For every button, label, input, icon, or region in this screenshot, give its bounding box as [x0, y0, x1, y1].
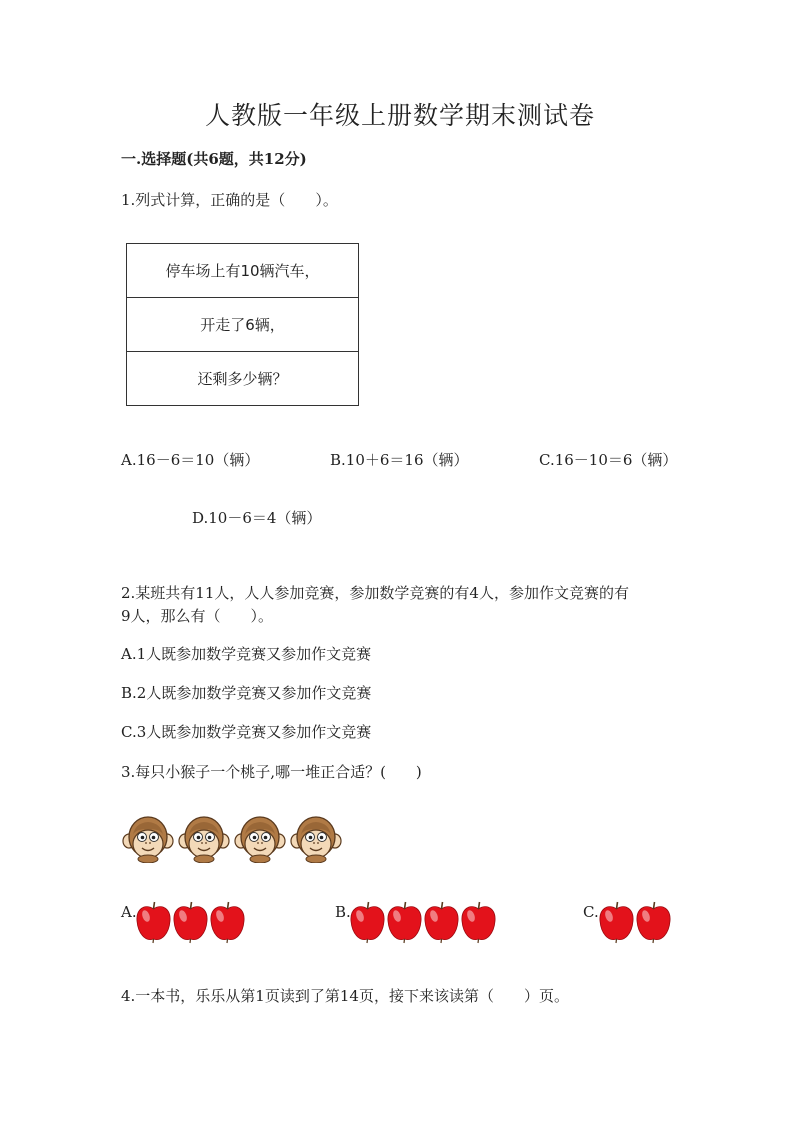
- question-1-option-d: D.10－6＝4（辆）: [192, 509, 322, 527]
- option-c-apples: [598, 900, 672, 944]
- question-3-stem: 3.每只小猴子一个桃子,哪一堆正合适？( ): [121, 763, 422, 781]
- monkey-icon: [121, 813, 175, 863]
- apple-icon: [349, 900, 386, 944]
- question-1-option-c: C.16－10＝6（辆）: [539, 451, 678, 469]
- apple-icon: [172, 900, 209, 944]
- apple-icon: [135, 900, 172, 944]
- monkey-group: [121, 813, 345, 863]
- monkey-icon: [289, 813, 343, 863]
- question-1-stem: 1.列式计算，正确的是（ ）。: [121, 191, 338, 209]
- question-2-option-b: B.2人既参加数学竞赛又参加作文竞赛: [121, 684, 372, 702]
- question-3-option-a-label: A.: [121, 903, 137, 921]
- question-1-option-b: B.10＋6＝16（辆）: [330, 451, 469, 469]
- table-row: 还剩多少辆？: [127, 351, 358, 405]
- question-3-option-b-label: B.: [335, 903, 351, 921]
- apple-icon: [460, 900, 497, 944]
- question-1-option-a: A.16－6＝10（辆）: [121, 451, 260, 469]
- apple-icon: [386, 900, 423, 944]
- table-row: 开走了6辆，: [127, 297, 358, 351]
- question-1-table: [126, 243, 359, 406]
- question-4-stem: 4.一本书，乐乐从第1页读到了第14页，接下来该读第（ ）页。: [121, 987, 569, 1005]
- apple-icon: [423, 900, 460, 944]
- section-heading: 一.选择题(共6题，共12分): [121, 150, 307, 168]
- monkey-icon: [177, 813, 231, 863]
- question-2-stem-line-2: 9人，那么有（ ）。: [121, 607, 274, 625]
- question-2-option-c: C.3人既参加数学竞赛又参加作文竞赛: [121, 723, 372, 741]
- apple-icon: [209, 900, 246, 944]
- question-2-stem-line-1: 2.某班共有11人，人人参加竞赛，参加数学竞赛的有4人，参加作文竞赛的有: [121, 584, 629, 602]
- apple-icon: [598, 900, 635, 944]
- question-3-option-c-label: C.: [583, 903, 599, 921]
- option-a-apples: [135, 900, 246, 944]
- page-title: 人教版一年级上册数学期末测试卷: [204, 101, 595, 130]
- question-2-option-a: A.1人既参加数学竞赛又参加作文竞赛: [121, 645, 372, 663]
- apple-icon: [635, 900, 672, 944]
- monkey-icon: [233, 813, 287, 863]
- table-row: 停车场上有10辆汽车，: [165, 262, 320, 280]
- option-b-apples: [349, 900, 497, 944]
